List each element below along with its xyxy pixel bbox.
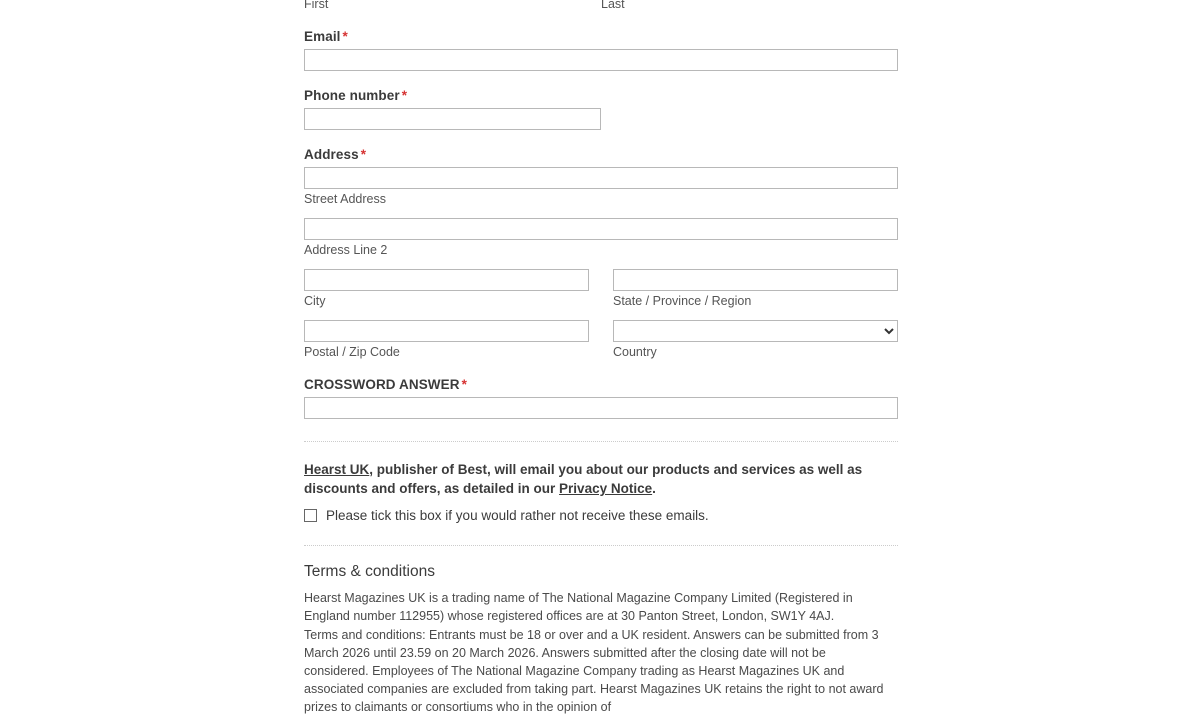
first-name-sublabel: First (304, 0, 329, 11)
city-column (304, 269, 589, 309)
country-sublabel: Country (613, 345, 657, 359)
city-sublabel: City (304, 294, 326, 308)
crossword-required-marker: * (461, 377, 467, 392)
crossword-answer-label (304, 377, 898, 392)
country-select[interactable] (613, 320, 898, 342)
optin-text-part1: , publisher of Best, will email you about our products and services as well as discounts and offers, as detailed in our (304, 462, 863, 496)
country-column (613, 320, 898, 360)
phone-field[interactable] (304, 108, 601, 130)
hearst-uk-link[interactable]: Hearst UK (304, 462, 370, 477)
last-name-column (601, 0, 898, 12)
postal-code-sublabel: Postal / Zip Code (304, 345, 400, 359)
address-label-text: Address (304, 147, 359, 162)
postal-column (304, 320, 589, 360)
last-name-sublabel: Last (601, 0, 625, 11)
email-required-marker: * (342, 29, 348, 44)
first-name-column (304, 0, 601, 12)
optin-text-part2: . (652, 481, 656, 496)
address-required-marker: * (360, 147, 367, 162)
email-field[interactable] (304, 49, 898, 71)
terms-paragraph: Terms and conditions: Entrants must be 18 or over and a UK resident. Answers can be submitted from 3 March 2026 until 23.59 on 20 March 2026. Answers submitted after the closing date will not be considered. Employees of The National Magazine Company trading as Hearst Magazines UK and associated companies are excluded from taking part. Hearst Magazines UK retains the right to not award prizes to claimants or consortiums who in the opinion of (304, 628, 884, 714)
section-divider-bottom (304, 545, 898, 546)
street-address-field[interactable] (304, 167, 898, 189)
city-field[interactable] (304, 269, 589, 291)
terms-paragraph: Hearst Magazines UK is a trading name of The National Magazine Company Limited (Registered in England number 112955) whose registered offices are at 30 Panton Street, London, SW1Y 4AJ. (304, 591, 853, 623)
address-label (304, 147, 898, 162)
optout-checkbox-label: Please tick this box if you would rather not receive these emails. (326, 508, 709, 523)
crossword-answer-field[interactable] (304, 397, 898, 419)
email-label (304, 29, 898, 44)
terms-title: Terms & conditions (304, 563, 435, 580)
state-column (613, 269, 898, 309)
crossword-answer-label-text: CROSSWORD ANSWER (304, 377, 460, 392)
entry-form (304, 0, 898, 716)
state-field[interactable] (613, 269, 898, 291)
state-sublabel: State / Province / Region (613, 294, 752, 308)
street-address-sublabel: Street Address (304, 192, 386, 206)
city-state-row (304, 269, 898, 309)
section-divider-top (304, 441, 898, 442)
phone-label-text: Phone number (304, 88, 400, 103)
optout-checkbox-row[interactable] (304, 508, 898, 523)
email-label-text: Email (304, 29, 341, 44)
name-field-sublabels (304, 0, 898, 12)
postal-country-row (304, 320, 898, 360)
phone-label (304, 88, 898, 103)
marketing-optin-text (304, 460, 898, 498)
address-line-2-field[interactable] (304, 218, 898, 240)
postal-code-field[interactable] (304, 320, 589, 342)
phone-required-marker: * (401, 88, 408, 103)
optout-checkbox[interactable] (304, 509, 317, 522)
address-line-2-sublabel: Address Line 2 (304, 243, 388, 257)
privacy-notice-link[interactable]: Privacy Notice (559, 481, 653, 496)
